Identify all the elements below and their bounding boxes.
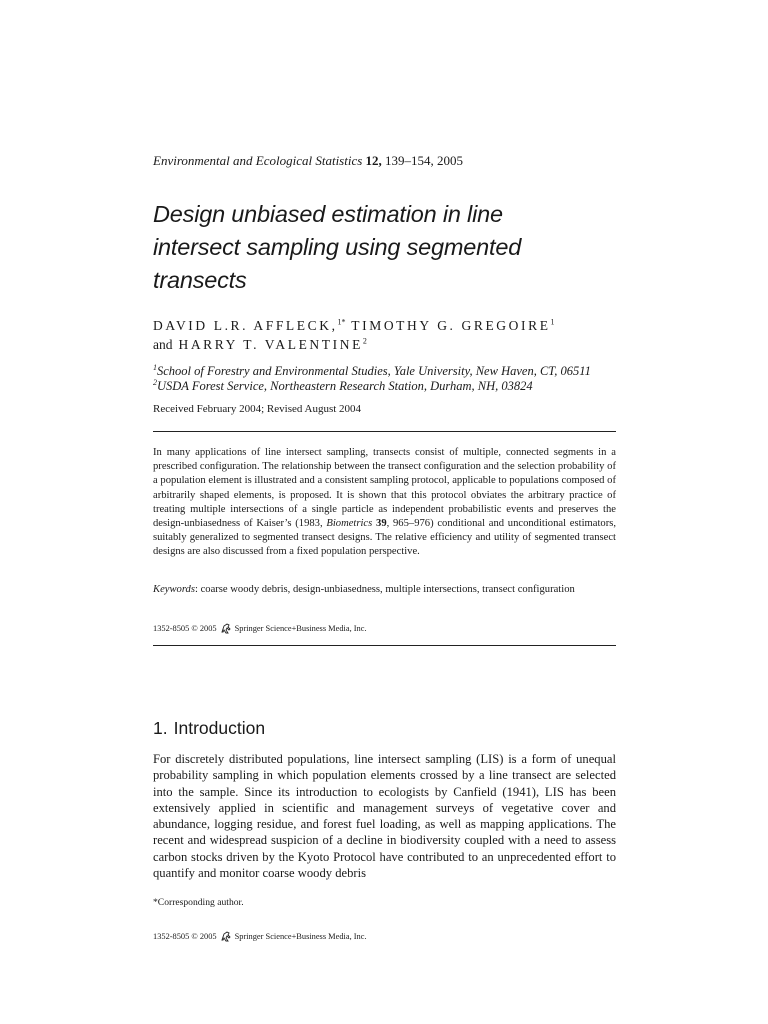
journal-citation xyxy=(153,153,463,169)
title-line: intersect sampling using segmented xyxy=(153,234,522,260)
author-affiliation-mark: 1* xyxy=(337,317,346,327)
copyright-publisher: Springer Science+Business Media, Inc. xyxy=(234,623,367,633)
springer-horse-icon xyxy=(220,622,232,634)
abstract-top-rule xyxy=(153,431,616,432)
author-name: TIMOTHY G. GREGOIRE xyxy=(351,318,551,333)
copyright-line xyxy=(153,622,367,634)
footer-copyright-line xyxy=(153,930,367,942)
author-list xyxy=(153,316,555,354)
springer-horse-icon xyxy=(220,930,232,942)
journal-volume: 12, xyxy=(365,153,382,168)
abstract-volume-ref: 39 xyxy=(376,518,387,530)
journal-pages: 139–154, 2005 xyxy=(385,153,464,168)
abstract-text: , 965–976) conditional and unconditional estimators, suitably generalized to segmented transect designs. The relative efficiency and utility of segmented transect designs are also discussed from a fixed population perspective. xyxy=(153,518,616,558)
footnote: *Corresponding author. xyxy=(153,897,244,908)
abstract xyxy=(153,446,616,560)
author-line xyxy=(153,316,555,335)
journal-name: Environmental and Ecological Statistics xyxy=(153,153,363,168)
keywords xyxy=(153,583,616,597)
section-heading xyxy=(153,718,265,739)
author-name: HARRY T. VALENTINE xyxy=(178,337,363,352)
paper-title xyxy=(153,198,623,297)
author-conjunction: and xyxy=(153,337,173,352)
abstract-journal-ref: Biometrics xyxy=(326,518,373,530)
copyright-publisher: Springer Science+Business Media, Inc. xyxy=(234,931,367,941)
affiliation xyxy=(153,364,591,379)
copyright-code: 1352-8505 © 2005 xyxy=(153,623,217,633)
author-name: DAVID L.R. AFFLECK, xyxy=(153,318,338,333)
affiliation xyxy=(153,379,591,394)
introduction-paragraph: For discretely distributed populations, line intersect sampling (LIS) is a form of unequal probability sampling in which population elements crossed by a line transect are selected into the sample. Since its introduction to ecologists by Canfield (1941), LIS has been extensively applied in scientific and management surveys of vegetative cover and abundance, logging residue, and forest fuel loading, as well as mapping applications. The recent and widespread suspicion of a decline in biodiversity coupled with a need to assess carbon stocks driven by the Kyoto Protocol have contributed to an unprecedented effort to quantify and monitor coarse woody debris xyxy=(153,752,616,881)
abstract-text: In many applications of line intersect sampling, transects consist of multiple, connected segments in a prescribed configuration. The relationship between the transect configuration and the selection probability of a population element is illustrated and a consistent sampling protocol, applicable to populations composed of arbitrarily shaped elements, is proposed. It is shown that this protocol obviates the arbitrary practice of treating multiple intersections of a single particle as independent probabilistic events and preserves the design-unbiasedness of Kaiser’s (1983, xyxy=(153,447,616,530)
affiliations xyxy=(153,364,591,394)
affiliation-mark: 2 xyxy=(153,377,157,387)
author-affiliation-mark: 1 xyxy=(550,317,555,327)
affiliation-mark: 1 xyxy=(153,362,157,372)
author-line xyxy=(153,335,555,354)
section-title: Introduction xyxy=(173,718,266,738)
affiliation-text: School of Forestry and Environmental Studies, Yale University, New Haven, CT, 06511 xyxy=(157,364,591,378)
title-line: Design unbiased estimation in line xyxy=(153,201,503,227)
section-number: 1. xyxy=(153,718,168,738)
received-dates: Received February 2004; Revised August 2004 xyxy=(153,403,362,415)
keywords-label: Keywords xyxy=(153,584,195,595)
affiliation-text: USDA Forest Service, Northeastern Research Station, Durham, NH, 03824 xyxy=(157,379,533,393)
title-line: transects xyxy=(153,267,247,293)
author-affiliation-mark: 2 xyxy=(362,336,367,346)
keywords-text: : coarse woody debris, design-unbiasedness, multiple intersections, transect configuration xyxy=(194,584,575,595)
copyright-code: 1352-8505 © 2005 xyxy=(153,931,217,941)
abstract-bottom-rule xyxy=(153,645,616,646)
